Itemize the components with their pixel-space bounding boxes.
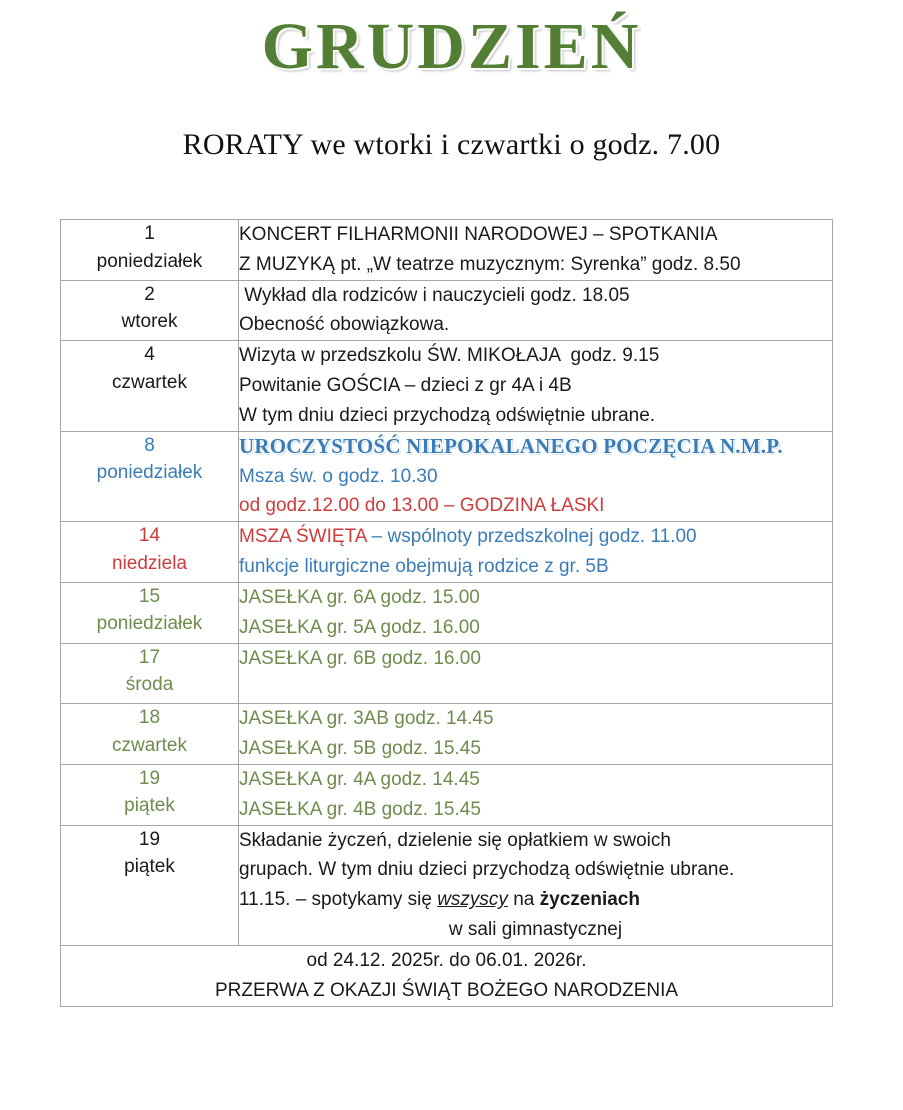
description-cell bbox=[239, 431, 833, 521]
description-line: Powitanie GOŚCIA – dzieci z gr 4A i 4B bbox=[239, 375, 572, 397]
description-line bbox=[239, 673, 832, 703]
date-weekday: niedziela bbox=[112, 552, 187, 574]
description-cell bbox=[239, 582, 833, 643]
date-cell bbox=[61, 280, 239, 341]
description-line: Wykład dla rodziców i nauczycieli godz. 18.05 bbox=[239, 284, 630, 306]
description-line: JASEŁKA gr. 4B godz. 15.45 bbox=[239, 798, 481, 820]
description-line: UROCZYSTOŚĆ NIEPOKALANEGO POCZĘCIA N.M.P. bbox=[239, 433, 783, 458]
date-cell bbox=[61, 522, 239, 583]
line-text-middle: na bbox=[507, 889, 540, 911]
date-weekday: poniedziałek bbox=[96, 613, 203, 635]
description-line: JASEŁKA gr. 4A godz. 14.45 bbox=[239, 768, 480, 790]
page-subtitle: RORATY we wtorki i czwartki o godz. 7.00 bbox=[182, 128, 721, 161]
table-row bbox=[61, 220, 833, 281]
description-line: grupach. W tym dniu dzieci przychodzą odświętnie ubrane. bbox=[239, 859, 735, 881]
description-line: JASEŁKA gr. 5A godz. 16.00 bbox=[239, 616, 480, 638]
description-line: od godz.12.00 do 13.00 – GODZINA ŁASKI bbox=[239, 495, 605, 517]
table-row bbox=[61, 522, 833, 583]
date-number: 19 bbox=[138, 828, 161, 850]
date-weekday: środa bbox=[125, 674, 174, 696]
line-text-highlight: MSZA ŚWIĘTA bbox=[239, 526, 367, 548]
date-number: 14 bbox=[138, 525, 161, 547]
date-cell bbox=[61, 341, 239, 431]
subtitle-banner bbox=[0, 128, 903, 162]
emphasis-underline-text: wszyscy bbox=[437, 889, 508, 911]
table-row bbox=[61, 582, 833, 643]
title-banner bbox=[0, 0, 903, 83]
table-row bbox=[61, 643, 833, 704]
description-line: Obecność obowiązkowa. bbox=[239, 314, 450, 336]
description-cell bbox=[239, 341, 833, 431]
line-text-suffix: – wspólnoty przedszkolnej godz. 11.00 bbox=[366, 526, 697, 548]
date-cell bbox=[61, 764, 239, 825]
description-line bbox=[239, 522, 832, 552]
footer-cell bbox=[61, 945, 833, 1006]
date-number: 15 bbox=[138, 585, 161, 607]
date-number: 18 bbox=[138, 707, 161, 729]
description-line: KONCERT FILHARMONII NARODOWEJ – SPOTKANIA bbox=[239, 224, 718, 245]
date-weekday: poniedziałek bbox=[96, 250, 203, 272]
date-number: 2 bbox=[144, 283, 155, 305]
date-weekday: piątek bbox=[124, 856, 175, 878]
calendar-table-wrapper bbox=[0, 219, 903, 1007]
table-row bbox=[61, 764, 833, 825]
description-line: JASEŁKA gr. 5B godz. 15.45 bbox=[239, 738, 481, 760]
table-row bbox=[61, 280, 833, 341]
description-cell bbox=[239, 704, 833, 765]
description-line: JASEŁKA gr. 6A godz. 15.00 bbox=[239, 586, 480, 608]
page-title: GRUDZIEŃ bbox=[261, 10, 642, 83]
calendar-table-body bbox=[61, 220, 833, 1007]
description-line: Wizyta w przedszkolu ŚW. MIKOŁAJA godz. 9.15 bbox=[239, 345, 660, 367]
emphasis-bold-text: życzeniach bbox=[539, 889, 640, 911]
footer-row bbox=[61, 945, 833, 1006]
description-cell bbox=[239, 220, 833, 281]
line-text-prefix: 11.15. – spotykamy się bbox=[239, 889, 438, 911]
date-number: 1 bbox=[144, 223, 155, 244]
description-line: w sali gimnastycznej bbox=[448, 919, 623, 941]
description-line: Składanie życzeń, dzielenie się opłatkiem w swoich bbox=[239, 829, 671, 851]
description-line: Msza św. o godz. 10.30 bbox=[239, 465, 438, 487]
table-row bbox=[61, 431, 833, 521]
table-row bbox=[61, 825, 833, 945]
date-weekday: czwartek bbox=[112, 734, 187, 756]
date-cell bbox=[61, 220, 239, 281]
description-cell bbox=[239, 825, 833, 945]
description-cell bbox=[239, 764, 833, 825]
description-cell bbox=[239, 280, 833, 341]
date-weekday: poniedziałek bbox=[96, 462, 203, 484]
calendar-table bbox=[60, 219, 833, 1007]
table-row bbox=[61, 341, 833, 431]
footer-notice: PRZERWA Z OKAZJI ŚWIĄT BOŻEGO NARODZENIA bbox=[214, 979, 679, 1001]
description-cell bbox=[239, 643, 833, 704]
description-line bbox=[239, 885, 832, 915]
date-weekday: piątek bbox=[124, 795, 175, 817]
date-weekday: wtorek bbox=[121, 311, 178, 333]
date-number: 19 bbox=[138, 767, 161, 789]
date-cell bbox=[61, 582, 239, 643]
footer-date-range: od 24.12. 2025r. do 06.01. 2026r. bbox=[306, 949, 587, 971]
description-cell bbox=[239, 522, 833, 583]
date-number: 17 bbox=[138, 646, 161, 668]
date-cell bbox=[61, 431, 239, 521]
description-line: Z MUZYKĄ pt. „W teatrze muzycznym: Syrenka” godz. 8.50 bbox=[239, 253, 741, 275]
table-row bbox=[61, 704, 833, 765]
date-number: 4 bbox=[144, 344, 155, 366]
date-cell bbox=[61, 825, 239, 945]
description-line: JASEŁKA gr. 6B godz. 16.00 bbox=[239, 647, 481, 669]
date-weekday: czwartek bbox=[112, 371, 187, 393]
date-cell bbox=[61, 643, 239, 704]
description-line: W tym dniu dzieci przychodzą odświętnie ubrane. bbox=[239, 404, 656, 426]
date-number: 8 bbox=[144, 434, 155, 456]
description-line: JASEŁKA gr. 3AB godz. 14.45 bbox=[239, 708, 494, 730]
date-cell bbox=[61, 704, 239, 765]
description-line: funkcje liturgiczne obejmują rodzice z gr. 5B bbox=[239, 556, 609, 578]
